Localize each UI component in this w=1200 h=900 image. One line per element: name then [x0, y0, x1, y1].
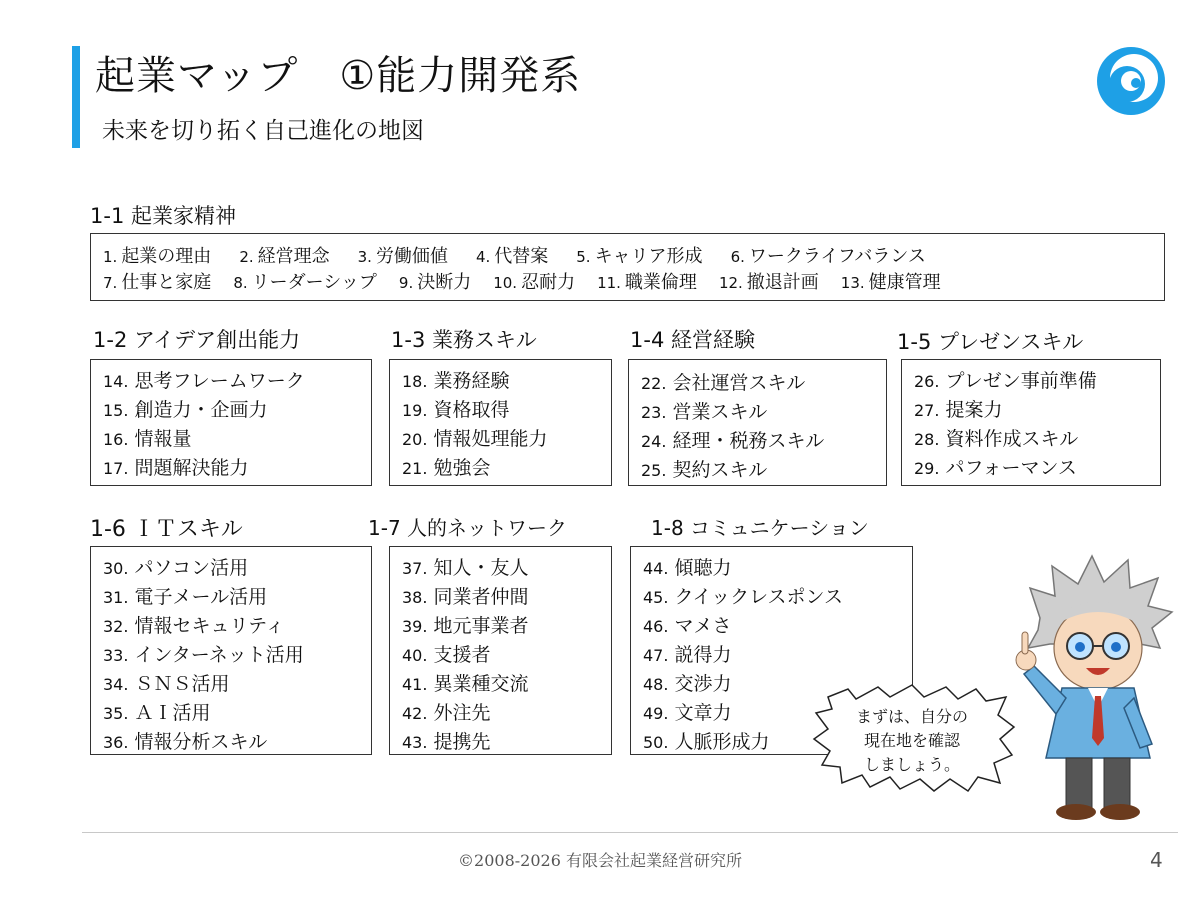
list-item: 49. 文章力	[643, 702, 732, 724]
list-item: 19. 資格取得	[402, 399, 510, 421]
section-box-1-5	[901, 359, 1161, 486]
list-item: 31. 電子メール活用	[103, 586, 268, 608]
list-item: 4. 代替案	[475, 246, 549, 267]
list-item: 40. 支援者	[402, 644, 491, 666]
footer-divider	[82, 832, 1178, 833]
list-item: 29. パフォーマンス	[914, 457, 1077, 479]
bubble-line: まずは、自分の	[855, 707, 968, 726]
list-item: 16. 情報量	[103, 428, 192, 450]
list-item: 17. 問題解決能力	[103, 457, 249, 479]
list-item: 11. 職業倫理	[597, 272, 697, 293]
section-heading-1-7: 1-7 人的ネットワーク	[368, 516, 568, 540]
list-item: 3. 労働価値	[357, 246, 448, 267]
section-heading-1-3: 1-3 業務スキル	[391, 328, 537, 352]
list-item: 22. 会社運営スキル	[641, 372, 806, 394]
list-item: 18. 業務経験	[402, 370, 510, 392]
section-heading-1-8: 1-8 コミュニケーション	[651, 516, 869, 540]
section-heading-1-1: 1-1 起業家精神	[90, 204, 236, 228]
list-item: 34. ＳＮＳ活用	[103, 673, 230, 695]
list-item: 14. 思考フレームワーク	[103, 370, 305, 392]
list-item: 35. ＡＩ活用	[103, 702, 211, 724]
page-number: 4	[1150, 848, 1163, 872]
list-item: 46. マメさ	[643, 615, 732, 637]
list-item: 45. クイックレスポンス	[643, 586, 843, 608]
section-heading-1-6: 1-6 ＩＴスキル	[90, 517, 243, 542]
list-item: 32. 情報セキュリティ	[103, 615, 285, 637]
list-item: 8. リーダーシップ	[233, 272, 377, 293]
section-heading-1-4: 1-4 経営経験	[630, 328, 755, 352]
list-item: 42. 外注先	[402, 702, 491, 724]
list-item: 30. パソコン活用	[103, 557, 249, 579]
list-item: 24. 経理・税務スキル	[641, 430, 825, 452]
list-item: 9. 決断力	[398, 272, 472, 293]
list-item: 15. 創造力・企画力	[103, 399, 268, 421]
list-item: 41. 異業種交流	[402, 673, 529, 695]
list-item: 43. 提携先	[402, 731, 491, 753]
section-1-1-row-2	[103, 270, 1164, 296]
list-item: 25. 契約スキル	[641, 459, 768, 481]
page-subtitle: 未来を切り拓く自己進化の地図	[102, 118, 424, 144]
list-item: 38. 同業者仲間	[402, 586, 529, 608]
list-item: 1. 起業の理由	[103, 246, 212, 267]
professor-character-illustration	[1000, 548, 1190, 828]
list-item: 28. 資料作成スキル	[914, 428, 1079, 450]
list-item: 44. 傾聴力	[643, 557, 732, 579]
list-item: 21. 勉強会	[402, 457, 491, 479]
section-box-1-6	[90, 546, 372, 755]
section-1-1-row-1	[103, 244, 1164, 270]
speech-bubble	[808, 683, 1020, 795]
list-item: 13. 健康管理	[840, 272, 941, 293]
list-item: 23. 営業スキル	[641, 401, 768, 423]
bubble-line: 現在地を確認	[863, 731, 960, 750]
list-item: 7. 仕事と家庭	[103, 272, 212, 293]
list-item: 37. 知人・友人	[402, 557, 529, 579]
company-logo-icon	[1094, 44, 1168, 118]
list-item: 20. 情報処理能力	[402, 428, 548, 450]
list-item: 33. インターネット活用	[103, 644, 304, 666]
section-heading-1-2: 1-2 アイデア創出能力	[93, 328, 301, 352]
list-item: 39. 地元事業者	[402, 615, 529, 637]
bubble-line: しましょう。	[863, 755, 960, 774]
list-item: 50. 人脈形成力	[643, 731, 770, 753]
list-item: 47. 説得力	[643, 644, 732, 666]
section-box-1-4	[628, 359, 887, 486]
list-item: 12. 撤退計画	[718, 272, 819, 293]
list-item: 6. ワークライフバランス	[730, 246, 926, 267]
list-item: 2. 経営理念	[239, 246, 330, 267]
list-item: 27. 提案力	[914, 399, 1003, 421]
page-title: 起業マップ ①能力開発系	[95, 53, 582, 99]
section-box-1-2	[90, 359, 372, 486]
footer-copyright: ©2008-2026 有限会社起業経営研究所	[458, 851, 742, 870]
section-box-1-7	[389, 546, 612, 755]
list-item: 26. プレゼン事前準備	[914, 370, 1097, 392]
speech-bubble-text	[832, 705, 992, 777]
list-item: 48. 交渉力	[643, 673, 732, 695]
section-heading-1-5: 1-5 プレゼンスキル	[897, 330, 1084, 354]
list-item: 5. キャリア形成	[576, 246, 703, 267]
section-box-1-1	[90, 233, 1165, 301]
section-box-1-3	[389, 359, 612, 486]
list-item: 36. 情報分析スキル	[103, 731, 268, 753]
list-item: 10. 忍耐力	[493, 272, 576, 293]
title-accent-bar	[72, 46, 80, 148]
